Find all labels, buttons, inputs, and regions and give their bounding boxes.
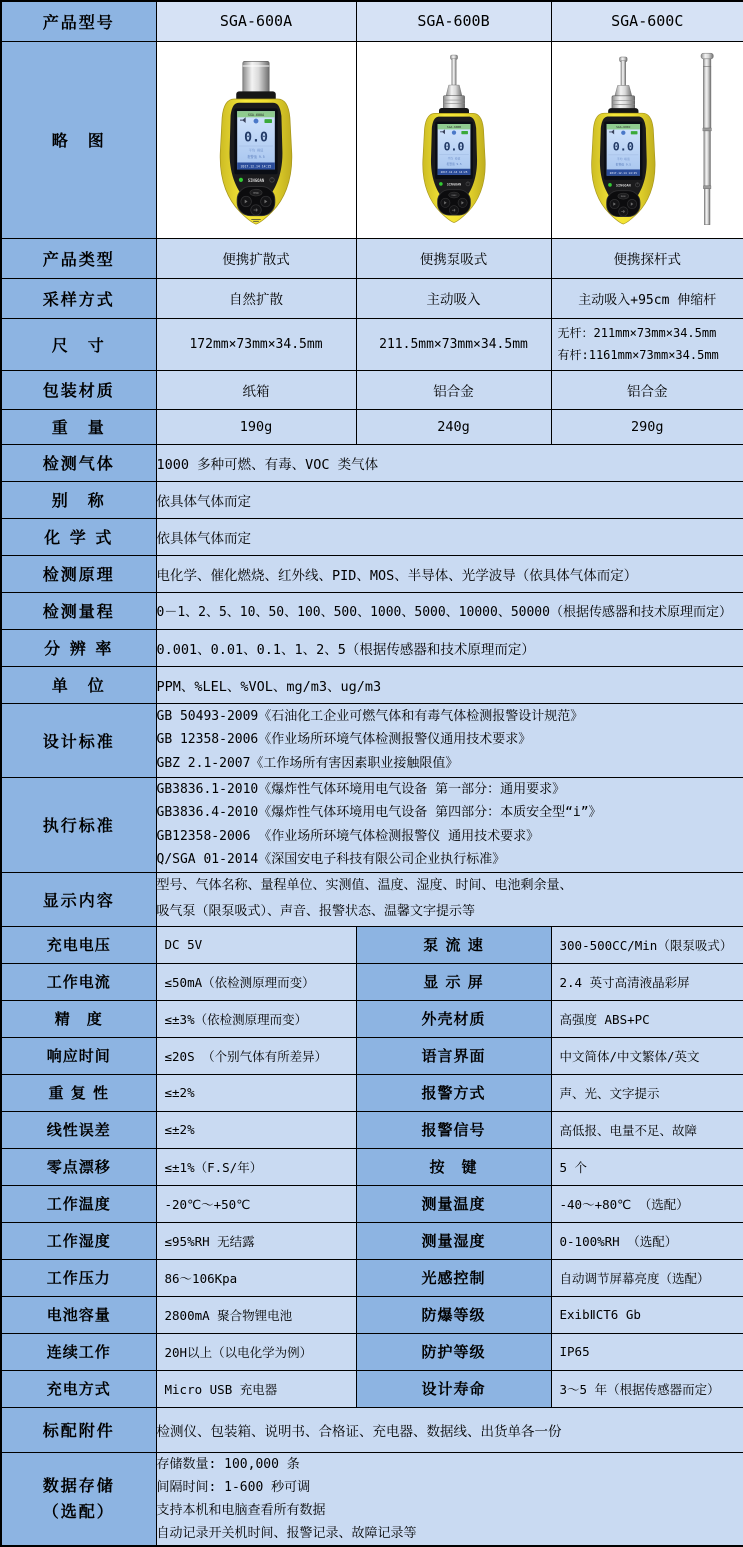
header-row	[1, 1, 743, 41]
spec-row-alias	[1, 481, 743, 518]
spec-label: 设计标准	[1, 703, 156, 777]
spec-value: 高强度 ABS+PC	[551, 1000, 743, 1037]
model-a-header: SGA-600A	[156, 1, 356, 41]
spec-row-units	[1, 666, 743, 703]
spec-row-dual-12	[1, 1370, 743, 1407]
spec-row-display-content	[1, 872, 743, 926]
spec-value: ≤±3%（依检测原理而变）	[156, 1000, 356, 1037]
spec-label: 报警方式	[356, 1074, 551, 1111]
spec-value: 190g	[156, 409, 356, 444]
svg-text:SGA-600A: SGA-600A	[247, 112, 265, 117]
spec-label: 执行标准	[1, 777, 156, 872]
spec-label: 响应时间	[1, 1037, 156, 1074]
spec-label: 外壳材质	[356, 1000, 551, 1037]
spec-label: 检测气体	[1, 444, 156, 481]
spec-label: 泵 流 速	[356, 926, 551, 963]
spec-value: 211.5mm×73mm×34.5mm	[356, 318, 551, 370]
spec-value: 86～106Kpa	[156, 1259, 356, 1296]
spec-label: 电池容量	[1, 1296, 156, 1333]
spec-value: -40～+80℃ （选配）	[551, 1185, 743, 1222]
gas-detector-c-image	[557, 43, 737, 233]
sketch-row	[1, 41, 743, 238]
spec-label: 报警信号	[356, 1111, 551, 1148]
spec-value: 300-500CC/Min（限泵吸式）	[551, 926, 743, 963]
svg-text:平均 峰值: 平均 峰值	[447, 155, 460, 160]
spec-label: 测量湿度	[356, 1222, 551, 1259]
spec-row-product-type	[1, 238, 743, 278]
spec-value: ≤±2%	[156, 1111, 356, 1148]
spec-value: 2.4 英寸高清液晶彩屏	[551, 963, 743, 1000]
probe-sensor-icon	[443, 55, 464, 110]
spec-row-formula	[1, 518, 743, 555]
spec-value: 20H以上（以电化学为例）	[156, 1333, 356, 1370]
spec-label: 精 度	[1, 1000, 156, 1037]
spec-row-data-storage	[1, 1452, 743, 1546]
svg-text:SINGOAN: SINGOAN	[616, 183, 631, 188]
spec-value: GB 50493-2009《石油化工企业可燃气体和有毒气体检测报警设计规范》 GB 12358-2006《作业场所环境气体检测报警仪通用技术要求》 GBZ 2.1-2007《工作场所有害因素职业接触限值》	[156, 703, 743, 777]
spec-value: 172mm×73mm×34.5mm	[156, 318, 356, 370]
spec-value: 铝合金	[356, 370, 551, 409]
spec-value: 0-100%RH （选配）	[551, 1222, 743, 1259]
spec-value: 铝合金	[551, 370, 743, 409]
spec-label: 采样方式	[1, 278, 156, 318]
model-b-header: SGA-600B	[356, 1, 551, 41]
model-c-header: SGA-600C	[551, 1, 743, 41]
spec-value: 高低报、电量不足、故障	[551, 1111, 743, 1148]
spec-row-dual-5	[1, 1111, 743, 1148]
spec-label: 重 量	[1, 409, 156, 444]
spec-label: 显 示 屏	[356, 963, 551, 1000]
device-b-cell	[356, 41, 551, 238]
spec-label: 产品类型	[1, 238, 156, 278]
spec-row-weight	[1, 409, 743, 444]
device-a-cell	[156, 41, 356, 238]
spec-row-dual-4	[1, 1074, 743, 1111]
spec-label: 别 称	[1, 481, 156, 518]
status-led	[239, 177, 243, 181]
spec-value: 便携探杆式	[551, 238, 743, 278]
spec-label: 包装材质	[1, 370, 156, 409]
probe-sensor-icon	[612, 57, 635, 110]
spec-value: 1000 多种可燃、有毒、VOC 类气体	[156, 444, 743, 481]
spec-label: 充电电压	[1, 926, 156, 963]
svg-text:2017.12.14 14:25: 2017.12.14 14:25	[609, 170, 638, 175]
gas-detector-a-image	[176, 43, 336, 233]
spec-value: 240g	[356, 409, 551, 444]
spec-row-sampling	[1, 278, 743, 318]
spec-row-dual-7	[1, 1185, 743, 1222]
header-label: 产品型号	[1, 1, 156, 41]
svg-text:SGA-600B: SGA-600B	[446, 124, 461, 129]
spec-label: 化 学 式	[1, 518, 156, 555]
spec-label: 单 位	[1, 666, 156, 703]
spec-label: 按 键	[356, 1148, 551, 1185]
spec-label: 尺 寸	[1, 318, 156, 370]
svg-text:报警值 9.5: 报警值 9.5	[247, 154, 265, 159]
spec-row-resolution	[1, 629, 743, 666]
spec-value: 纸箱	[156, 370, 356, 409]
svg-text:2017.12.14 14:25: 2017.12.14 14:25	[240, 163, 272, 168]
spec-row-dual-1	[1, 963, 743, 1000]
spec-value: ≤50mA（依检测原理而变）	[156, 963, 356, 1000]
spec-label: 防护等级	[356, 1333, 551, 1370]
svg-text:MENU: MENU	[253, 191, 259, 195]
spec-row-dual-3	[1, 1037, 743, 1074]
spec-value: 检测仪、包装箱、说明书、合格证、充电器、数据线、出货单各一份	[156, 1407, 743, 1452]
pump-fan-icon	[254, 118, 259, 123]
spec-label: 数据存储 （选配）	[1, 1452, 156, 1546]
sensor-cylinder-icon	[243, 61, 269, 95]
spec-label: 充电方式	[1, 1370, 156, 1407]
telescopic-pole-icon	[701, 53, 713, 224]
svg-text:报警值 9.5: 报警值 9.5	[445, 161, 462, 166]
svg-text:2017.12.14 14:25: 2017.12.14 14:25	[440, 169, 467, 174]
spec-value: 0.001、0.01、0.1、1、2、5（根据传感器和技术原理而定）	[156, 629, 743, 666]
spec-label: 测量温度	[356, 1185, 551, 1222]
spec-value: ≤95%RH 无结露	[156, 1222, 356, 1259]
spec-value: 自然扩散	[156, 278, 356, 318]
spec-label: 连续工作	[1, 1333, 156, 1370]
spec-value: 0－1、2、5、10、50、100、500、1000、5000、10000、50000（根据传感器和技术原理而定）	[156, 592, 743, 629]
svg-text:平均 峰值: 平均 峰值	[248, 148, 264, 153]
spec-value: 主动吸入	[356, 278, 551, 318]
spec-value: 自动调节屏幕亮度（选配）	[551, 1259, 743, 1296]
spec-value: 声、光、文字提示	[551, 1074, 743, 1111]
spec-value: GB3836.1-2010《爆炸性气体环境用电气设备 第一部分：通用要求》 GB3836.4-2010《爆炸性气体环境用电气设备 第四部分：本质安全型“i”》 GB12358-2006 《作业场所环境气体检测报警仪 通用技术要求》 Q/SGA 01-2014《深国安电子科技有限公司企业执行标准》	[156, 777, 743, 872]
spec-value: 主动吸入+95cm 伸缩杆	[551, 278, 743, 318]
spec-value: IP65	[551, 1333, 743, 1370]
spec-label: 线性误差	[1, 1111, 156, 1148]
spec-label: 检测原理	[1, 555, 156, 592]
spec-label: 工作湿度	[1, 1222, 156, 1259]
spec-row-dual-8	[1, 1222, 743, 1259]
spec-label: 分 辨 率	[1, 629, 156, 666]
svg-text:MENU: MENU	[621, 195, 626, 198]
svg-text:SINGOAN: SINGOAN	[446, 182, 461, 187]
spec-value: 便携扩散式	[156, 238, 356, 278]
spec-row-principle	[1, 555, 743, 592]
device-screen	[234, 108, 277, 174]
spec-label: 标配附件	[1, 1407, 156, 1452]
spec-value: 型号、气体名称、量程单位、实测值、温度、湿度、时间、电池剩余量、 吸气泵（限泵吸式）、声音、报警状态、温馨文字提示等	[156, 872, 743, 926]
spec-row-packing	[1, 370, 743, 409]
spec-label: 工作电流	[1, 963, 156, 1000]
svg-text:0.0: 0.0	[443, 138, 464, 153]
svg-text:MENU: MENU	[451, 194, 456, 197]
device-c-cell	[551, 41, 743, 238]
spec-label: 重 复 性	[1, 1074, 156, 1111]
spec-label: 零点漂移	[1, 1148, 156, 1185]
svg-text:0.0: 0.0	[244, 129, 268, 145]
spec-value: 290g	[551, 409, 743, 444]
spec-row-exec-standards	[1, 777, 743, 872]
spec-value: ≤±2%	[156, 1074, 356, 1111]
spec-label: 工作压力	[1, 1259, 156, 1296]
spec-row-dual-9	[1, 1259, 743, 1296]
spec-value: PPM、%LEL、%VOL、mg/m3、ug/m3	[156, 666, 743, 703]
spec-value: ExibⅡCT6 Gb	[551, 1296, 743, 1333]
spec-row-design-standards	[1, 703, 743, 777]
spec-value: 存储数量: 100,000 条 间隔时间: 1-600 秒可调 支持本机和电脑查看所有数据 自动记录开关机时间、报警记录、故障记录等	[156, 1452, 743, 1546]
spec-row-dual-10	[1, 1296, 743, 1333]
spec-row-dimensions	[1, 318, 743, 370]
spec-value: DC 5V	[156, 926, 356, 963]
spec-row-dual-11	[1, 1333, 743, 1370]
button-pad	[237, 186, 275, 215]
gas-detector-b-image	[379, 42, 529, 234]
svg-text:报警值 9.5: 报警值 9.5	[615, 162, 632, 167]
spec-label: 光感控制	[356, 1259, 551, 1296]
battery-icon	[264, 119, 272, 123]
spec-value: 5 个	[551, 1148, 743, 1185]
svg-text:SGA-600C: SGA-600C	[616, 124, 631, 129]
spec-value: 无杆：211mm×73mm×34.5mm 有杆:1161mm×73mm×34.5mm	[551, 318, 743, 370]
spec-label: 检测量程	[1, 592, 156, 629]
spec-label: 工作温度	[1, 1185, 156, 1222]
svg-text:0.0: 0.0	[613, 139, 635, 154]
svg-text:SINGOAN: SINGOAN	[247, 177, 265, 183]
spec-value: 3～5 年（根据传感器而定）	[551, 1370, 743, 1407]
spec-row-dual-0	[1, 926, 743, 963]
spec-value: 便携泵吸式	[356, 238, 551, 278]
spec-value: 依具体气体而定	[156, 518, 743, 555]
spec-label: 语言界面	[356, 1037, 551, 1074]
sketch-label: 略 图	[1, 41, 156, 238]
spec-row-dual-2	[1, 1000, 743, 1037]
spec-value: 依具体气体而定	[156, 481, 743, 518]
spec-value: 电化学、催化燃烧、红外线、PID、MOS、半导体、光学波导（依具体气体而定）	[156, 555, 743, 592]
spec-label: 显示内容	[1, 872, 156, 926]
spec-row-range	[1, 592, 743, 629]
spec-value: 2800mA 聚合物锂电池	[156, 1296, 356, 1333]
spec-value: ≤±1%（F.S/年）	[156, 1148, 356, 1185]
spec-value: 中文简体/中文繁体/英文	[551, 1037, 743, 1074]
spec-row-dual-6	[1, 1148, 743, 1185]
spec-value: Micro USB 充电器	[156, 1370, 356, 1407]
spec-label: 防爆等级	[356, 1296, 551, 1333]
spec-row-accessories	[1, 1407, 743, 1452]
spec-row-gases	[1, 444, 743, 481]
svg-text:平均 峰值: 平均 峰值	[617, 156, 631, 161]
spec-label: 设计寿命	[356, 1370, 551, 1407]
spec-value: -20℃～+50℃	[156, 1185, 356, 1222]
spec-value: ≤20S （个别气体有所差异）	[156, 1037, 356, 1074]
